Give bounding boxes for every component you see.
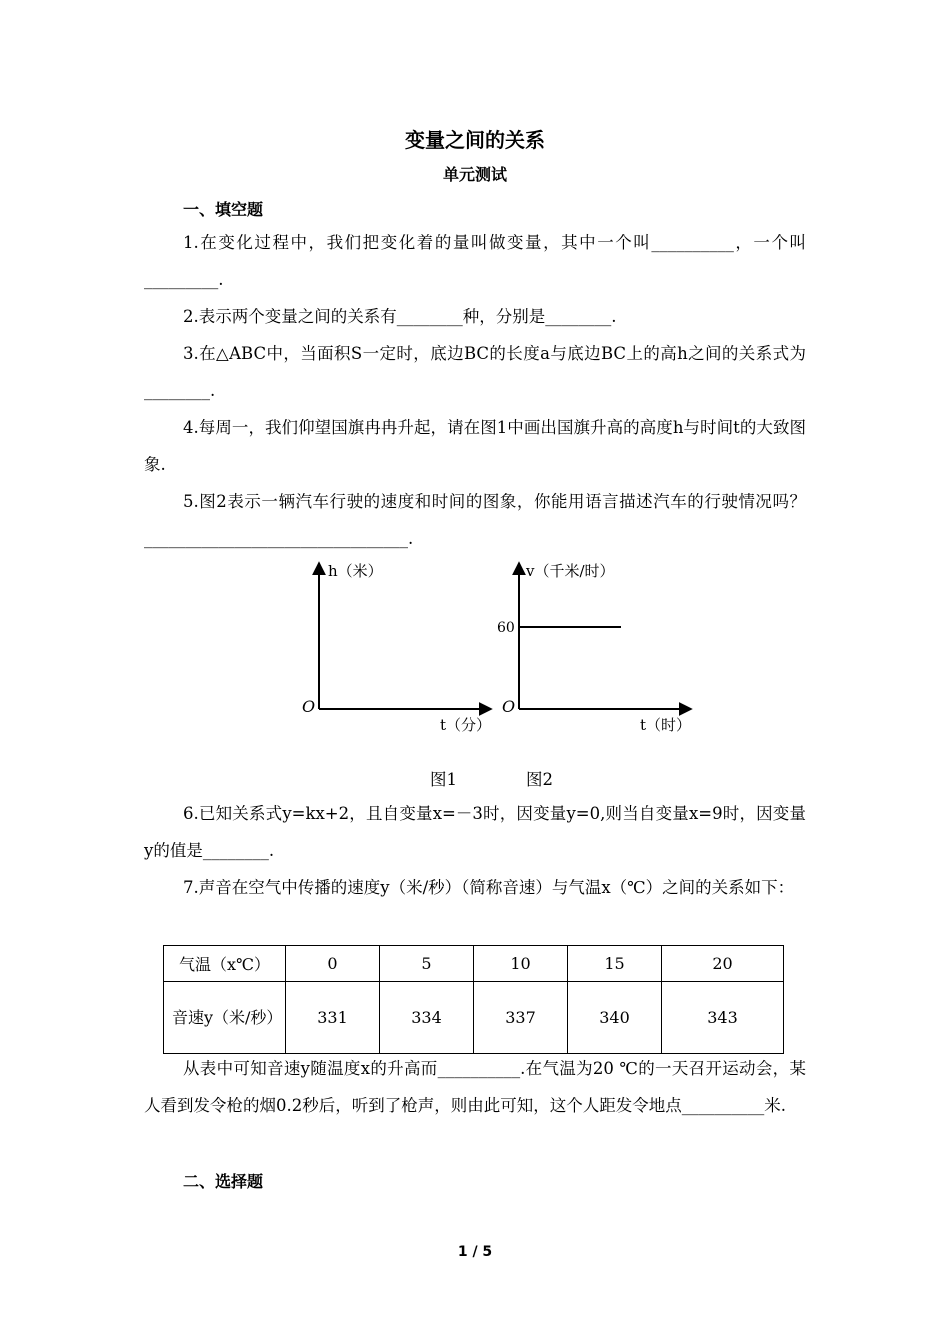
table-cell: 334 xyxy=(380,982,474,1054)
question-7-intro: 7.声音在空气中传播的速度y（米/秒）（简称音速）与气温x（℃）之间的关系如下： xyxy=(183,878,795,897)
table-cell: 0 xyxy=(286,946,380,982)
figure-2-x-label: t（时） xyxy=(640,716,692,734)
questions-block-2 xyxy=(144,795,806,906)
table-cell: 5 xyxy=(380,946,474,982)
table-cell: 20 xyxy=(662,946,784,982)
figure-1-y-label: h（米） xyxy=(328,562,383,580)
questions-block-1 xyxy=(144,224,806,557)
table-header-temperature: 气温（x℃） xyxy=(164,946,286,982)
question-6: 6.已知关系式y=kx+2，且自变量x=－3时，因变量y=0,则当自变量x=9时，因变量y的值是________. xyxy=(144,804,806,860)
figure-1-caption: 图1 xyxy=(430,770,457,789)
question-3: 3.在△ABC中，当面积S一定时，底边BC的长度a与底边BC上的高h之间的关系式为________. xyxy=(144,344,806,400)
figure-2-y-label: v（千米/时） xyxy=(526,562,615,580)
section-heading-fill-blank: 一、填空题 xyxy=(183,200,264,219)
section-heading-choice: 二、选择题 xyxy=(183,1172,264,1191)
table-cell: 15 xyxy=(568,946,662,982)
temperature-speed-table xyxy=(163,945,784,1054)
table-cell: 340 xyxy=(568,982,662,1054)
figure-2-graph xyxy=(490,556,710,741)
question-1: 1.在变化过程中，我们把变化着的量叫做变量，其中一个叫__________，一个叫_________. xyxy=(144,233,806,289)
table-row-speed xyxy=(164,982,784,1054)
figure-2-origin: O xyxy=(502,697,516,716)
table-row-temperature xyxy=(164,946,784,982)
table-cell: 337 xyxy=(474,982,568,1054)
figure-1-graph xyxy=(290,556,500,741)
questions-block-3 xyxy=(144,1050,806,1124)
page-number: 1 / 5 xyxy=(457,1244,493,1260)
table-cell: 10 xyxy=(474,946,568,982)
table-cell: 331 xyxy=(286,982,380,1054)
figure-1-x-label: t（分） xyxy=(440,716,492,734)
figure-1-origin: O xyxy=(302,697,316,716)
table-header-speed: 音速y（米/秒） xyxy=(164,982,286,1054)
figure-2-y-tick: 60 xyxy=(497,620,515,636)
page-title: 变量之间的关系 xyxy=(405,128,545,152)
question-5: 5.图2表示一辆汽车行驶的速度和时间的图象，你能用语言描述汽车的行驶情况吗？________________________________. xyxy=(144,492,806,548)
figure-2-caption: 图2 xyxy=(526,770,553,789)
question-4: 4.每周一，我们仰望国旗冉冉升起，请在图1中画出国旗升高的高度h与时间t的大致图象. xyxy=(144,418,806,474)
table-cell: 343 xyxy=(662,982,784,1054)
page-subtitle: 单元测试 xyxy=(442,165,507,184)
question-7-follow: 从表中可知音速y随温度x的升高而__________.在气温为20 ℃的一天召开运动会，某人看到发令枪的烟0.2秒后，听到了枪声，则由此可知，这个人距发令地点__________米. xyxy=(144,1059,806,1115)
question-2: 2.表示两个变量之间的关系有________种，分别是________. xyxy=(183,307,617,326)
